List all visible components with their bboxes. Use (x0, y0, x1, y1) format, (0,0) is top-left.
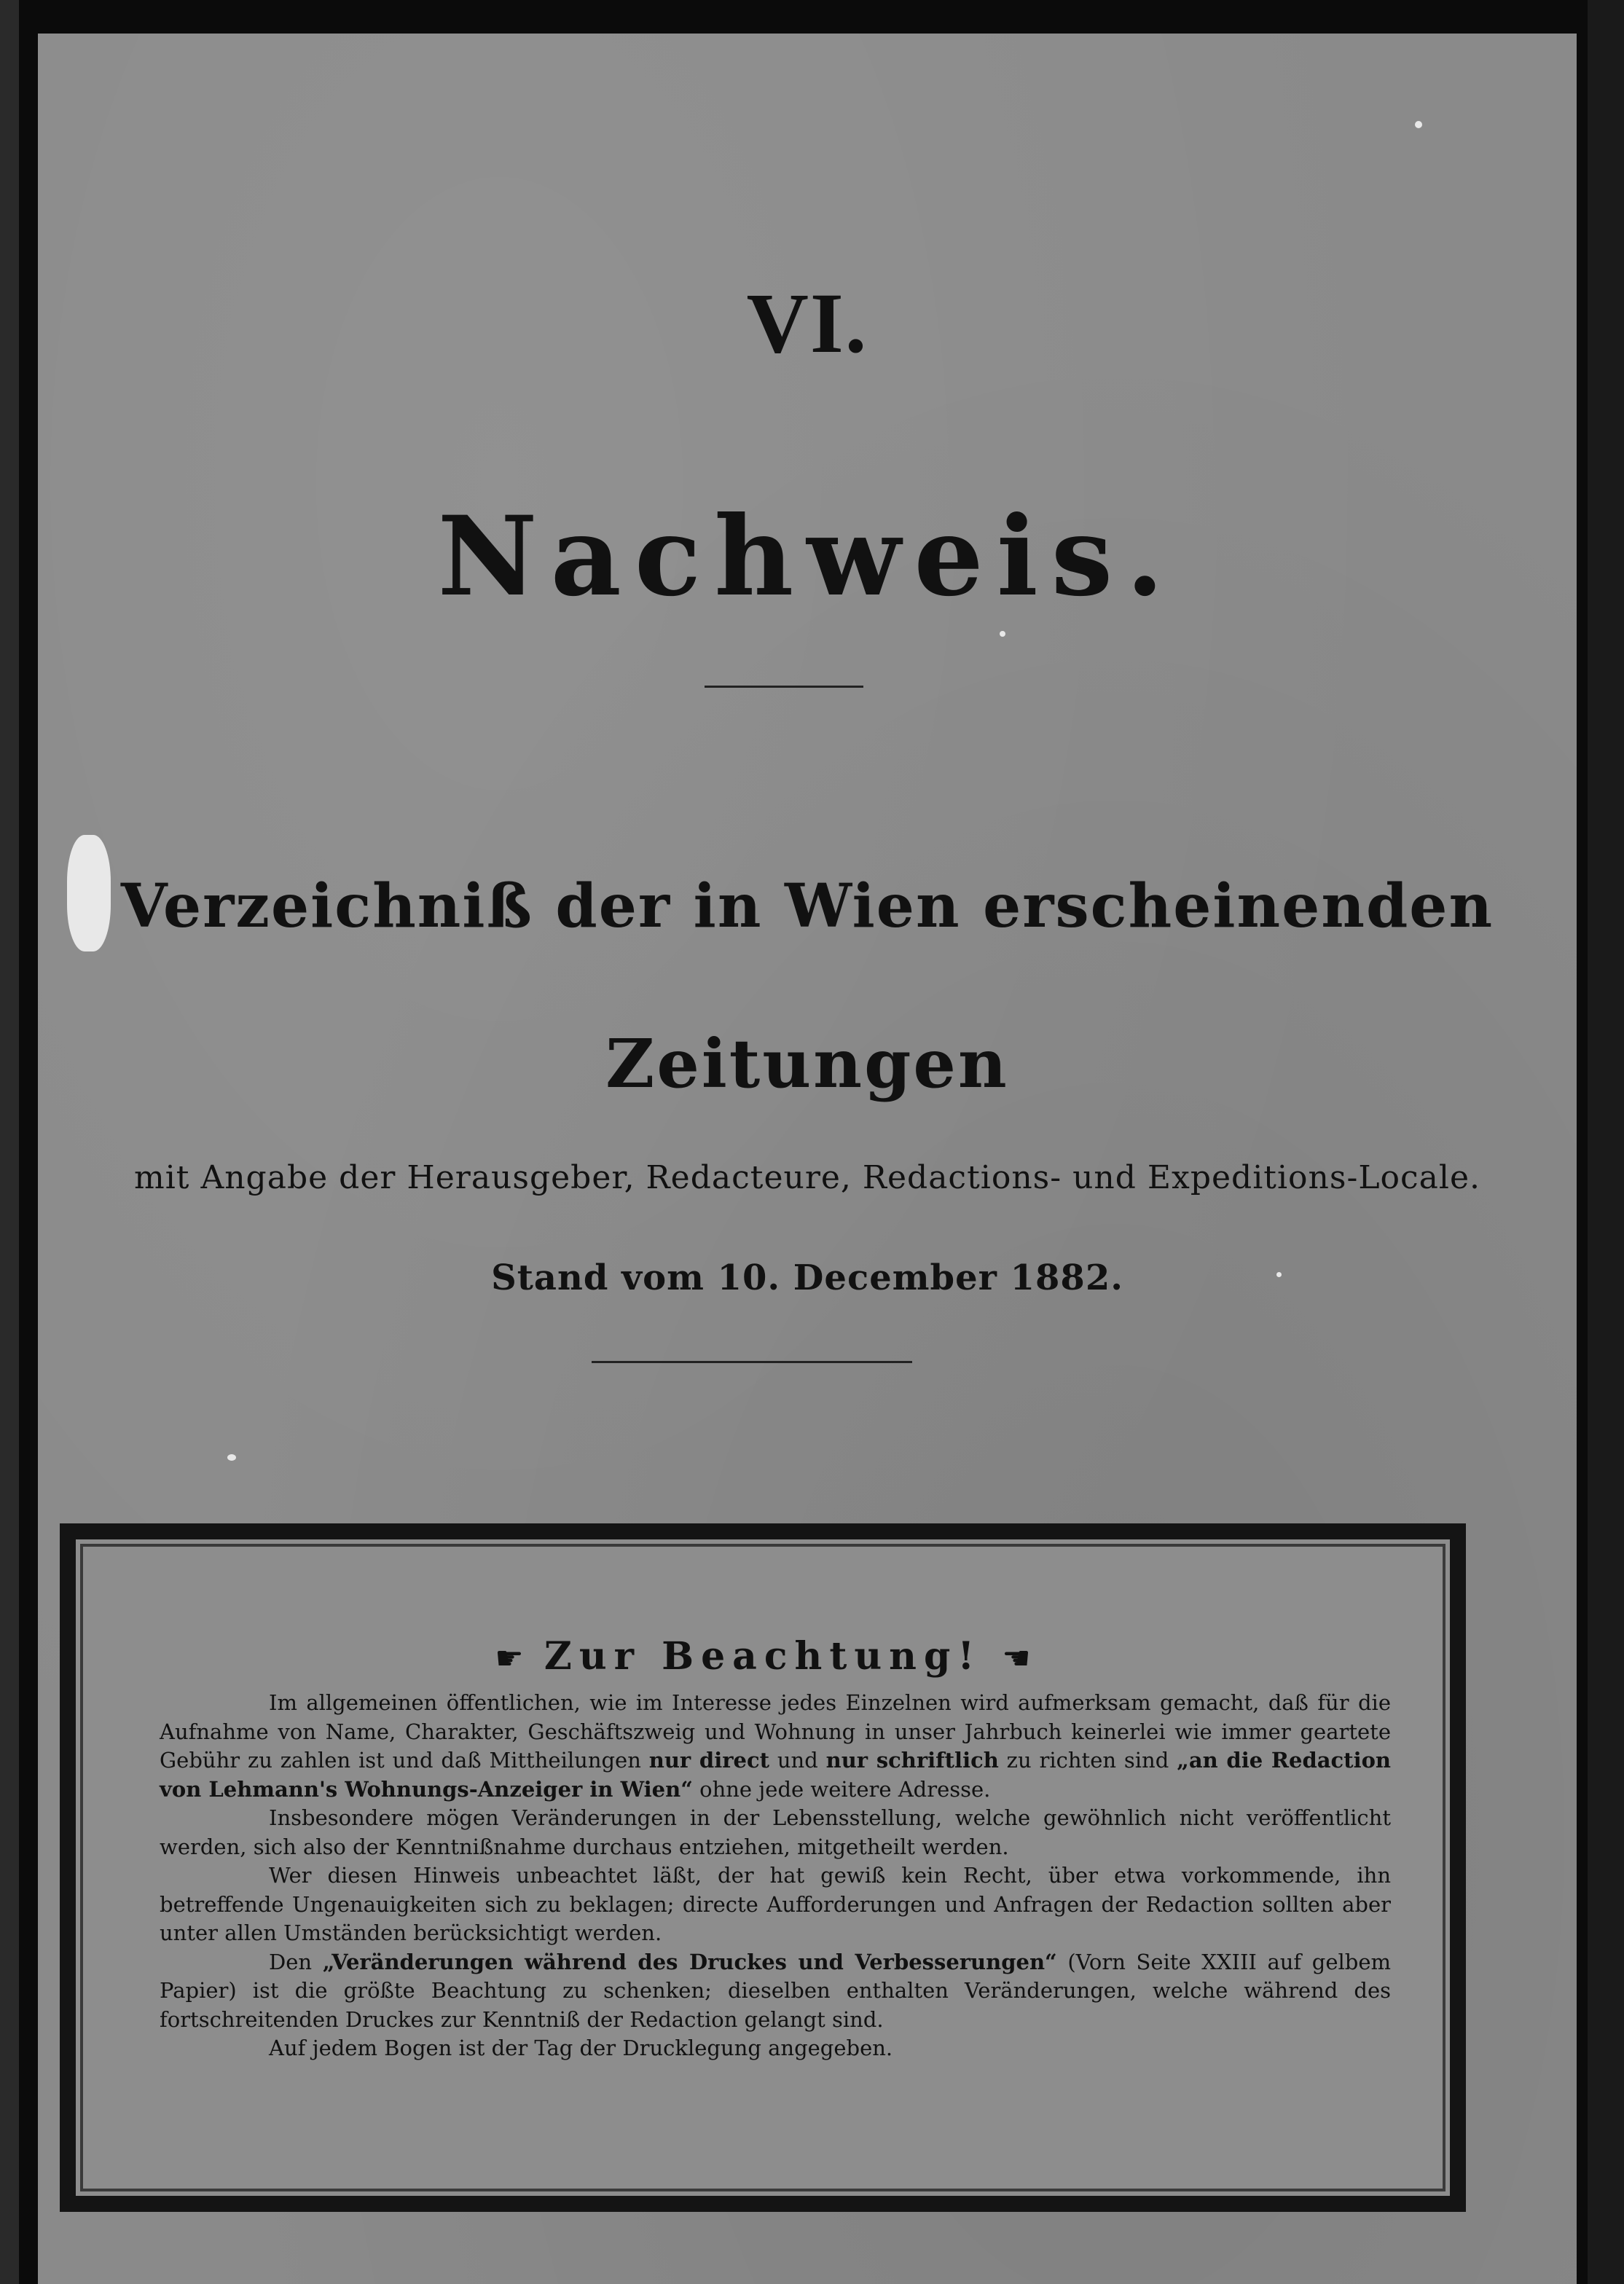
notice-text: (Vorn Seite XXIII auf gelbem Papier) ist die größte Beachtung zu schenken; dieselben enthalten Veränderungen, welche während des fortschreitenden Druckes zur Kenntniß der Redaction gelangt sind. (160, 1949, 1391, 2032)
notice-paragraph: Auf jedem Bogen ist der Tag der Drucklegung angegeben. (269, 2036, 893, 2060)
notice-text: ohne jede weitere Adresse. (692, 1776, 991, 1802)
notice-paragraph (160, 1689, 1391, 1804)
notice-emphasis: „an die Redaction von Lehmann's Wohnungs-Anzeiger in Wien“ (160, 1748, 1392, 1802)
notice-text: und (769, 1748, 826, 1773)
subtitle-details: mit Angabe der Herausgeber, Redacteure, Redactions- und Expeditions-Locale. (133, 1159, 1481, 1196)
page-left-edge (0, 0, 19, 2284)
page-right-edge (1588, 0, 1624, 2284)
divider-rule (705, 686, 863, 688)
notice-box (60, 1523, 1466, 2212)
document-page (38, 34, 1577, 2284)
notice-text: zu richten sind (998, 1748, 1177, 1773)
date-line: Stand vom 10. December 1882. (491, 1257, 1123, 1298)
notice-paragraph (160, 1948, 1391, 2035)
paper-speck (1415, 121, 1422, 128)
notice-text: Den (269, 1949, 323, 1974)
pointing-hand-left-icon: ☚ (1002, 1640, 1031, 1677)
notice-emphasis: nur schriftlich (825, 1748, 999, 1773)
notice-paragraph: Wer diesen Hinweis unbeachtet läßt, der hat gewiß kein Recht, über etwa vorkommende, ihn betreffende Ungenauigkeiten sich zu beklagen; directe Aufforderungen und Anfragen der Redaction sollten aber unter allen Umständen berücksichtigt werden. (160, 1863, 1391, 1945)
notice-paragraph: Insbesondere mögen Veränderungen in der Lebensstellung, welche gewöhnlich nicht veröffentlicht werden, sich also der Kenntnißnahme durchaus entziehen, mitgetheilt werden. (160, 1805, 1391, 1859)
subtitle-line-2: Zeitungen (605, 1024, 1009, 1103)
paper-speck (1000, 631, 1005, 637)
notice-body (160, 1689, 1391, 2063)
notice-emphasis: „Veränderungen während des Druckes und Verbesserungen“ (322, 1949, 1057, 1974)
notice-title-text: Zur Beachtung! (544, 1634, 982, 1679)
divider-rule (592, 1361, 912, 1363)
page-title: Nachweis. (437, 492, 1177, 621)
subtitle-line-1: Verzeichniß der in Wien erscheinenden (120, 871, 1494, 941)
roman-numeral: VI. (746, 275, 868, 371)
pointing-hand-right-icon: ☛ (495, 1640, 524, 1677)
notice-emphasis: nur direct (648, 1748, 770, 1773)
notice-text: Im allgemeinen öffentlichen, wie im Interesse jedes Einzelnen wird aufmerksam gemacht, daß für die Aufnahme von Name, Charakter, Geschäftszweig und Wohnung in unser Jahrbuch keinerlei wie immer geartete Gebühr zu zahlen ist und daß Mittheilungen (160, 1690, 1391, 1773)
notice-title (76, 1634, 1450, 1679)
paper-speck (227, 1454, 236, 1461)
